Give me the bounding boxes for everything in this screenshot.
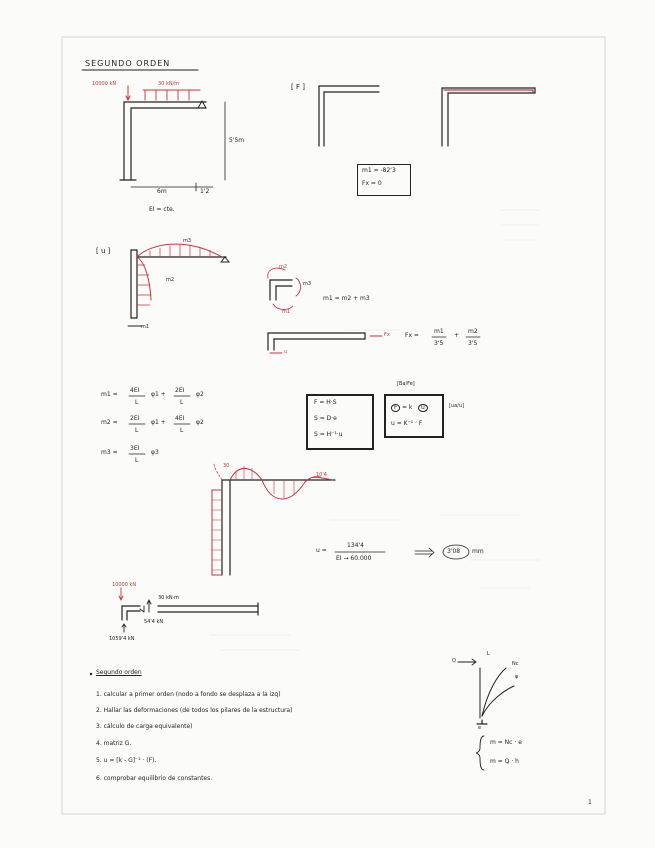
fx-plus-sign: + (454, 332, 460, 339)
case-f-label: [ F ] (291, 83, 305, 91)
displacement-result: 3'08 (447, 548, 461, 555)
moment-m2-label: m2 (166, 277, 175, 283)
procedure-bullet (90, 673, 92, 675)
side-nc-label: Nc (512, 661, 519, 667)
page-number: 1 (588, 799, 592, 806)
sd-m2-len2: L (180, 427, 184, 434)
sd-m2-len1: L (135, 427, 139, 434)
bleed-through (210, 210, 540, 650)
procedure-step-6: 6. comprobar equilibrio de constantes. (96, 775, 213, 782)
sd-m2-coef1: 2EI (130, 415, 140, 422)
case-f-result-2: Fx = 0 (362, 180, 382, 187)
main-frame-sketch (120, 86, 225, 191)
procedure-step-5: 5. u = [k - G]⁻¹ · (F). (96, 757, 157, 764)
side-phi-label: φ (515, 674, 519, 680)
fx-equation-lhs: Fx = (405, 332, 419, 339)
side-q-label: Q (452, 658, 456, 664)
joint-m1-label: m1 (282, 309, 291, 315)
side-sketch (458, 659, 514, 724)
sd-m3-lhs: m3 = (101, 449, 118, 456)
fbd-moment: 30 kN·m (158, 595, 180, 601)
matrix-top-vector: [Ba/Fe] (397, 381, 415, 387)
case-f-frame (319, 86, 535, 146)
joint-m2-label: m2 (279, 264, 288, 270)
moment-balance: m1 = m2 + m3 (323, 295, 370, 302)
matrix-side-vector: [ua/u] (449, 403, 464, 409)
final-moment-diagram (212, 463, 335, 575)
case-u-frame (128, 244, 229, 326)
matrix-f-circled: F (391, 404, 400, 412)
fx-term1-denominator: 3'5 (434, 340, 444, 347)
sd-m1-phi1: φ1 + (151, 391, 166, 398)
side-eq-1: m = Nc · e (490, 739, 522, 746)
page-heading: SEGUNDO ORDEN (85, 59, 171, 68)
final-moment-left-value: 30 (223, 463, 230, 469)
sd-m3-phi: φ3 (151, 449, 159, 456)
procedure-step-4: 4. matriz G. (96, 740, 132, 747)
sd-m3-coef: 3EI (130, 445, 140, 452)
procedure-step-1: 1. calcular a primer orden (nodo a fondo se desplaza a la izq) (96, 691, 281, 698)
fbd-bottom-force: 1059'4 kN (109, 636, 135, 642)
side-eq-2: m = Q · h (490, 758, 519, 765)
sd-m2-phi2: φ2 (196, 419, 204, 426)
sd-m2-coef2: 4EI (175, 415, 185, 422)
stiffness-note: EI = cte. (149, 206, 175, 213)
fx-arrow-label: Fx (384, 332, 390, 338)
stiffness-eq-2: S = D·e (314, 415, 337, 422)
final-moment-right-value: 10'4 (316, 472, 327, 478)
sd-m1-coef1: 4EI (130, 387, 140, 394)
displacement-lhs: u = (316, 547, 327, 554)
moment-m1-label: m1 (141, 324, 150, 330)
side-l-label: L (487, 651, 490, 657)
fx-term1-numerator: m1 (434, 328, 444, 335)
moment-m3-label: m3 (183, 238, 192, 244)
fbd-mid-force: 54'4 kN (144, 619, 164, 625)
matrix-k-term: = k (402, 404, 413, 411)
left-span-dimension: 6m (157, 188, 167, 195)
displacement-denominator: EI → 60.000 (336, 555, 372, 562)
matrix-box (384, 394, 444, 438)
sd-m2-phi1: φ1 + (151, 419, 166, 426)
procedure-step-3: 3. cálculo de carga equivalente) (96, 723, 193, 730)
sd-m1-lhs: m1 = (101, 391, 118, 398)
fbd-top-load: 10000 kN (112, 582, 137, 588)
procedure-step-2: 2. Hallar las deformaciones (de todos los pilares de la estructura) (96, 707, 293, 714)
distributed-load-label: 30 kN/m (158, 81, 180, 87)
sd-m1-len1: L (135, 399, 139, 406)
right-span-dimension: 1'2 (200, 188, 210, 195)
u-arrow-label: u (284, 349, 288, 355)
procedure-title: Segundo orden (96, 669, 142, 676)
sd-m3-len: L (135, 457, 139, 464)
case-f-result-1: m1 = -82'3 (362, 167, 396, 174)
free-body-sketch (119, 588, 258, 632)
stiffness-eq-1: F = H·S (314, 399, 337, 406)
displacement-numerator: 134'4 (347, 542, 364, 549)
displacement-unit: mm (472, 548, 484, 555)
joint-m3-label: m3 (303, 281, 312, 287)
sd-m2-lhs: m2 = (101, 419, 118, 426)
height-dimension: 5'5m (229, 137, 245, 144)
case-u-label: [ u ] (96, 247, 111, 255)
matrix-u-circled: u (418, 404, 428, 412)
side-e-label: e (478, 725, 482, 731)
joint-sketch (268, 268, 301, 309)
brace (476, 736, 484, 770)
fx-term2-denominator: 3'5 (468, 340, 478, 347)
point-load-label: 10000 kN (92, 81, 117, 87)
stiffness-eq-3: S = H⁻¹·u (314, 431, 343, 438)
sd-m1-phi2: φ2 (196, 391, 204, 398)
matrix-solution: u = K⁻¹ · F (391, 420, 423, 427)
sd-m1-coef2: 2EI (175, 387, 185, 394)
fx-term2-numerator: m2 (468, 328, 478, 335)
sd-m1-len2: L (180, 399, 184, 406)
